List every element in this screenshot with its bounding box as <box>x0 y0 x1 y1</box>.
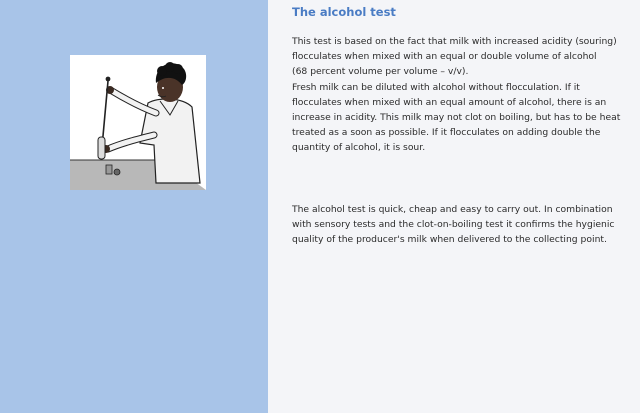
paragraph-line: flocculates when mixed with an equal or double volume of alcohol <box>292 51 597 63</box>
paragraph-line: flocculates when mixed with an equal amount of alcohol, there is an <box>292 96 607 108</box>
paragraph-line: The alcohol test is quick, cheap and easy to carry out. In combination <box>292 204 613 215</box>
paragraph-line: increase in acidity. This milk may not clot on boiling, but has to be heat <box>292 112 621 124</box>
lab-technician-illustration <box>70 55 206 190</box>
section-title: The alcohol test <box>292 5 396 19</box>
paragraph-line: This test is based on the fact that milk with increased acidity (souring) <box>292 36 617 47</box>
paragraph-test-principle <box>292 34 632 156</box>
paragraph-line: (68 percent volume per volume – v/v). <box>292 66 469 78</box>
paragraph-test-summary <box>292 202 632 248</box>
paragraph-line: quality of the producer's milk when delivered to the collecting point. <box>292 234 607 246</box>
paragraph-line: with sensory tests and the clot-on-boiling test it confirms the hygienic <box>292 219 615 231</box>
paragraph-line: quantity of alcohol, it is sour. <box>292 142 426 154</box>
left-illustration-panel <box>0 0 268 413</box>
paragraph-line: treated as a soon as possible. If it flocculates on adding double the <box>292 127 601 139</box>
test-tube <box>98 137 105 159</box>
paragraph-line: Fresh milk can be diluted with alcohol without flocculation. If it <box>292 81 580 93</box>
